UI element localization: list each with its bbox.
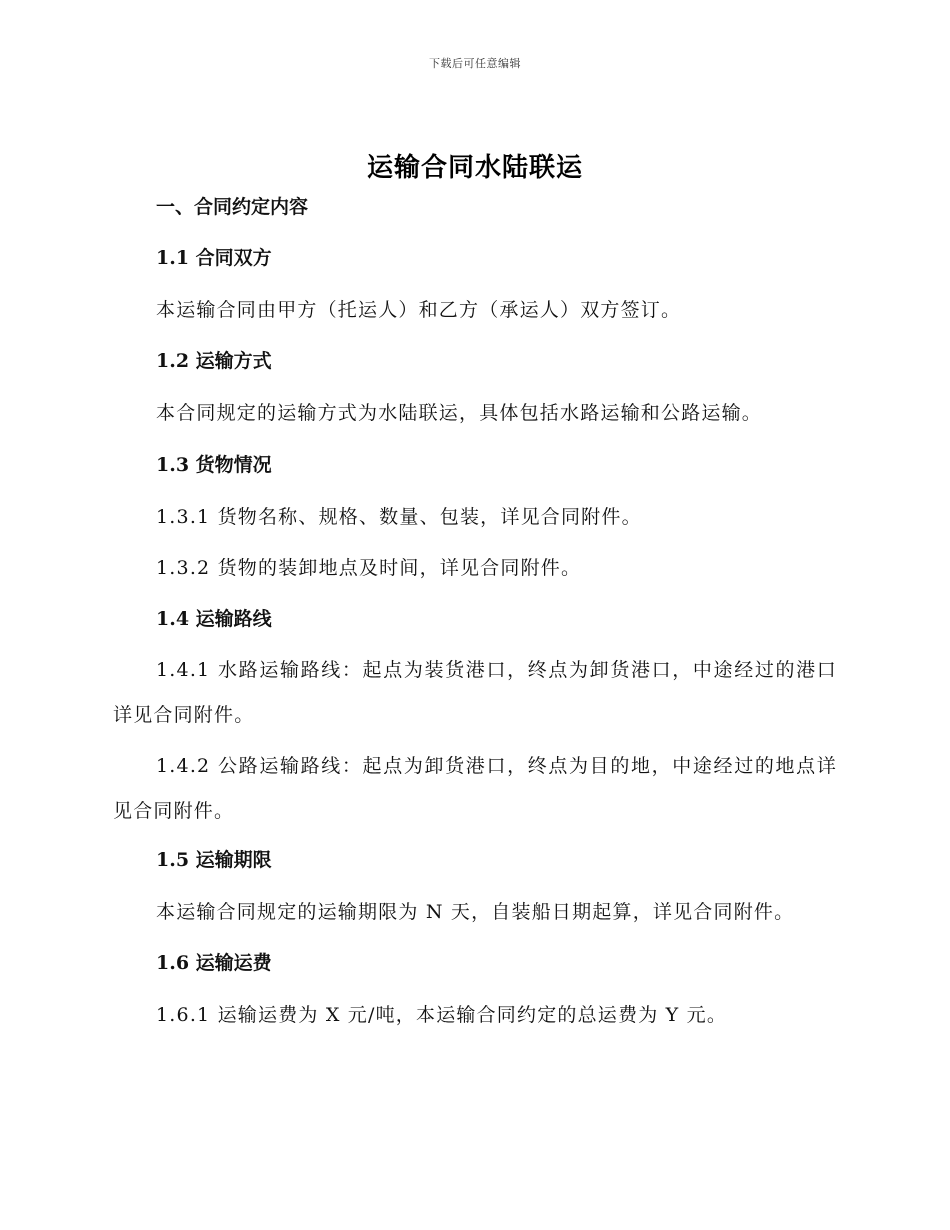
subheading-1-6: 1.6 运输运费 — [156, 952, 272, 974]
header-note: 下载后可任意编辑 — [429, 57, 521, 70]
subheading-1-5: 1.5 运输期限 — [156, 849, 272, 871]
subheading-1-2: 1.2 运输方式 — [156, 350, 272, 372]
paragraph-1-4-2: 1.4.2 公路运输路线：起点为卸货港口，终点为目的地，中途经过的地点详见合同附件。 — [113, 755, 837, 822]
paragraph-1-3-1: 1.3.1 货物名称、规格、数量、包装，详见合同附件。 — [156, 506, 642, 528]
paragraph-1-1: 本运输合同由甲方（托运人）和乙方（承运人）双方签订。 — [156, 299, 682, 321]
document-title: 运输合同水陆联运 — [366, 153, 583, 183]
paragraph-1-2: 本合同规定的运输方式为水陆联运，具体包括水路运输和公路运输。 — [156, 402, 763, 424]
subheading-1-3: 1.3 货物情况 — [156, 454, 272, 476]
subheading-1-4: 1.4 运输路线 — [156, 608, 272, 630]
paragraph-1-3-2: 1.3.2 货物的装卸地点及时间，详见合同附件。 — [156, 557, 582, 579]
section-heading: 一、合同约定内容 — [156, 196, 309, 218]
paragraph-1-5: 本运输合同规定的运输期限为 N 天，自装船日期起算，详见合同附件。 — [156, 901, 795, 923]
paragraph-1-6-1: 1.6.1 运输运费为 X 元/吨，本运输合同约定的总运费为 Y 元。 — [156, 1004, 728, 1026]
paragraph-1-4-1: 1.4.1 水路运输路线：起点为装货港口，终点为卸货港口，中途经过的港口详见合同附件。 — [113, 659, 837, 726]
subheading-1-1: 1.1 合同双方 — [156, 247, 272, 269]
